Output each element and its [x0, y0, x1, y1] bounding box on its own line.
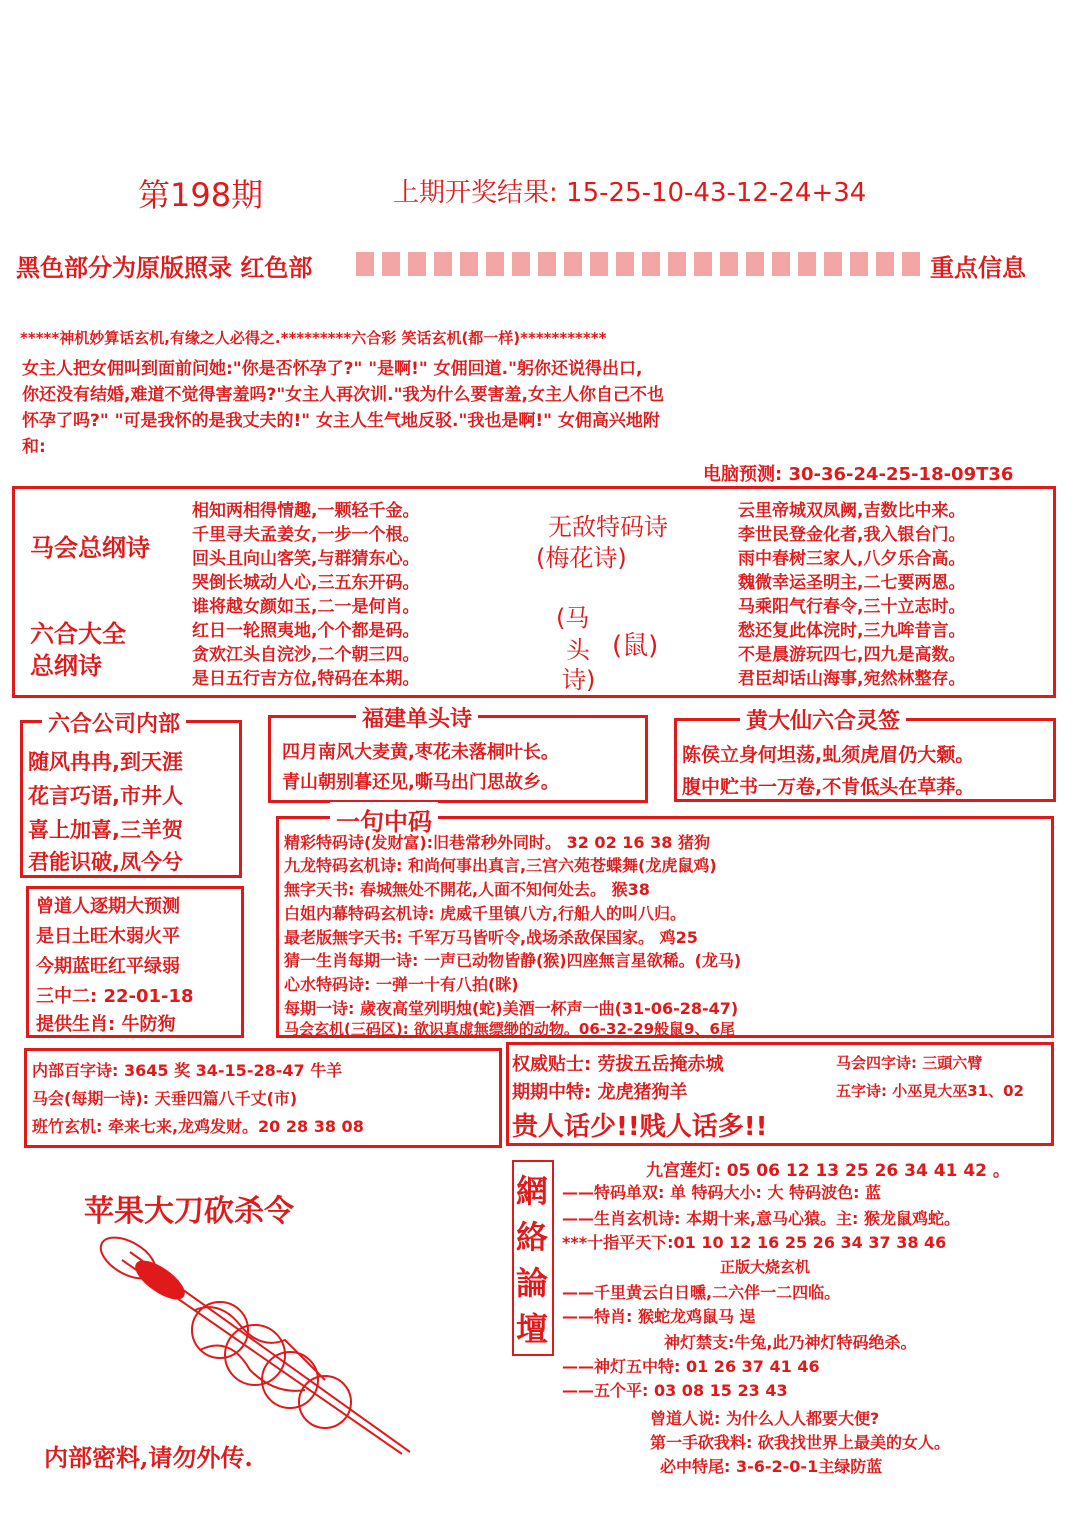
forum-line: ——特肖: 猴蛇龙鸡鼠马 逞: [562, 1307, 756, 1326]
joke-line: 怀孕了吗?" "可是我怀的是我丈夫的!" 女主人生气地反驳."我也是啊!" 女佣高兴地附: [22, 411, 660, 431]
poem-left-line: 贪欢江头自浣沙,二个朝三四。: [192, 645, 420, 665]
forum-line: ——特码单双: 单 特码大小: 大 特码波色: 蓝: [562, 1183, 882, 1202]
huangdaxian-title: 黄大仙六合灵签: [740, 704, 906, 735]
forum-vertical-char: 論: [516, 1264, 549, 1302]
poem-right-line: 雨中春树三家人,八夕乐合高。: [738, 549, 966, 569]
bottom-right-five: 五字诗: 小巫見大巫31、02: [836, 1082, 1024, 1100]
forum-line: 正版大烧玄机: [720, 1258, 811, 1276]
fujian-line: 青山朝别暮还见,嘶马出门思故乡。: [282, 772, 559, 793]
poem-mid-a: (马: [556, 604, 590, 632]
poem-mid-sub: (梅花诗): [536, 544, 627, 572]
poem-left-line: 哭倒长城动人心,三五东开码。: [192, 573, 420, 593]
poem-title-3: 总纲诗: [30, 652, 102, 680]
yiju-line: 九龙特码玄机诗: 和尚何事出真言,三宫六苑苍蝶舞(龙虎鼠鸡): [284, 856, 717, 875]
liuhe-inner-line: 花言巧语,市井人: [28, 784, 183, 808]
joke-header: *****神机妙算话玄机,有缘之人必得之.*********六合彩 笑话玄机(都一样)***********: [20, 329, 607, 347]
forum-line: ——五个平: 03 08 15 23 43: [562, 1381, 788, 1400]
knife-footer: 内部密料,请勿外传.: [44, 1443, 253, 1472]
forum-line: ——生肖玄机诗: 本期十来,意马心猿。主: 猴龙鼠鸡蛇。: [562, 1209, 961, 1228]
yiju-line: 無字天书: 春城無处不開花,人面不知何处去。 猴38: [284, 880, 650, 899]
fujian-title: 福建单头诗: [356, 702, 478, 733]
poem-left-line: 红日一轮照夷地,个个都是码。: [192, 621, 420, 641]
bottom-right-tips: 权威贴士: 劳拔五岳掩赤城: [512, 1054, 724, 1075]
forum-line: ***十指平天下:01 10 12 16 25 26 34 37 38 46: [562, 1233, 947, 1252]
poem-left-line: 相知两相得情趣,一颗轻千金。: [192, 501, 420, 521]
poem-left-line: 回头且向山客笑,与群猜东心。: [192, 549, 420, 569]
yiju-line: 精彩特码诗(发财富):旧巷常秒外同时。 32 02 16 38 猪狗: [284, 833, 710, 852]
poem-right-line: 君臣却话山海事,宛然林整存。: [738, 669, 966, 689]
poem-mid-title: 无敌特码诗: [548, 513, 668, 541]
poem-mid-b: 头: [566, 636, 590, 664]
liuhe-inner-line: 喜上加喜,三羊贺: [28, 818, 183, 842]
forum-line: ——千里黄云白日曛,二六伴一二四临。: [562, 1283, 841, 1302]
joke-line: 你还没有结婚,难道不觉得害羞吗?"女主人再次训."我为什么要害羞,女主人你自己不也: [22, 385, 664, 405]
poem-left-line: 谁将越女颜如玉,二一是何肖。: [192, 597, 420, 617]
computer-prediction: 电脑预测: 30-36-24-25-18-09T36: [703, 464, 1014, 485]
poem-mid-c: 诗): [562, 666, 596, 694]
zengdao-line: 三中二: 22-01-18: [36, 986, 194, 1007]
bottom-left-line: 内部百字诗: 3645 奖 34-15-28-47 牛羊: [32, 1061, 343, 1080]
yiju-line: 最老版無字天书: 千军万马皆听令,战场杀敌保国家。 鸡25: [284, 928, 698, 947]
poem-title-1: 马会总纲诗: [30, 534, 150, 562]
yiju-line: 每期一诗: 歲夜高堂列明烛(蛇)美酒一杯声一曲(31-06-28-47): [284, 999, 739, 1018]
forum-vertical-char: 壇: [516, 1310, 549, 1348]
yiju-line: 心水特码诗: 一弹一十有八拍(眯): [284, 975, 519, 994]
last-result: 上期开奖结果: 15-25-10-43-12-24+34: [393, 178, 867, 208]
yiju-line: 白姐内幕特码玄机诗: 虎威千里镇八方,行船人的叫八归。: [284, 904, 687, 923]
notice-left: 黑色部分为原版照录 红色部: [16, 254, 313, 282]
poem-title-2: 六合大全: [30, 620, 126, 648]
poem-right-line: 不是晨游玩四七,四九是高数。: [738, 645, 966, 665]
zengdao-line: 提供生肖: 牛防狗: [36, 1014, 176, 1035]
huangdaxian-line: 腹中贮书一万卷,不肯低头在草莽。: [682, 776, 975, 798]
forum-line: 第一手砍我料: 砍我找世界上最美的女人。: [650, 1433, 950, 1452]
zengdao-title: 曾道人逐期大预测: [36, 896, 180, 917]
knife-title: 苹果大刀砍杀令: [84, 1194, 294, 1229]
sword-icon: [90, 1230, 420, 1460]
yiju-title: 一句中码: [330, 802, 438, 837]
yiju-line: 猜一生肖每期一诗: 一声已动物皆静(猴)四座無言星欲稀。(龙马): [284, 951, 742, 970]
joke-line: 和:: [22, 437, 46, 457]
forum-line: 神灯禁支:牛兔,此乃神灯特码绝杀。: [664, 1333, 917, 1352]
forum-line: 必中特尾: 3-6-2-0-1主绿防蓝: [660, 1457, 883, 1476]
fujian-line: 四月南风大麦黄,枣花未落桐叶长。: [282, 742, 559, 763]
poem-mid-d: (鼠): [612, 631, 659, 661]
huangdaxian-line: 陈侯立身何坦荡,虬须虎眉仍大颡。: [682, 744, 975, 766]
notice-right: 重点信息: [930, 254, 1026, 282]
poem-right-line: 魏微幸运圣明主,二七要两恩。: [738, 573, 966, 593]
bottom-right-special: 期期中特: 龙虎猪狗羊: [512, 1082, 688, 1103]
forum-line: ——神灯五中特: 01 26 37 41 46: [562, 1357, 820, 1376]
bottom-left-line: 班竹玄机: 牵来七来,龙鸡发财。20 28 38 08: [32, 1117, 364, 1136]
poem-left-line: 是日五行吉方位,特码在本期。: [192, 669, 420, 689]
notice-redacted: [356, 252, 926, 276]
poem-right-line: 云里帝城双凤阙,吉数比中来。: [738, 501, 966, 521]
liuhe-inner-line: 随风冉冉,到天涯: [28, 750, 183, 774]
liuhe-inner-line: 君能识破,凤今兮: [28, 850, 183, 874]
liuhe-inner-title: 六合公司内部: [42, 707, 186, 738]
poem-right-line: 李世民登金化者,我入银台门。: [738, 525, 966, 545]
bottom-right-four: 马会四字诗: 三頭六臂: [836, 1054, 983, 1072]
bottom-right-slogan: 贵人话少!!贱人话多!!: [512, 1112, 768, 1142]
yiju-line: 马会玄机(三码区): 欲识真虚無缥缈的动物。06-32-29般鼠9、6尾: [284, 1020, 735, 1038]
forum-line: 九宫莲灯: 05 06 12 13 25 26 34 41 42 。: [646, 1161, 1010, 1181]
joke-line: 女主人把女佣叫到面前问她:"你是否怀孕了?" "是啊!" 女佣回道."躬你还说得出口,: [22, 359, 643, 379]
poem-left-line: 千里寻夫孟姜女,一步一个根。: [192, 525, 420, 545]
bottom-left-line: 马会(每期一诗): 天垂四篇八千丈(市): [32, 1089, 298, 1108]
forum-line: 曾道人说: 为什么人人都要大便?: [650, 1409, 880, 1428]
zengdao-line: 是日土旺木弱火平: [36, 926, 180, 947]
forum-vertical-char: 絡: [516, 1218, 549, 1256]
poem-right-line: 愁还复此体浣时,三九哞昔言。: [738, 621, 966, 641]
forum-vertical-char: 網: [516, 1172, 549, 1210]
zengdao-line: 今期蓝旺红平绿弱: [36, 956, 180, 977]
issue-number: 第198期: [138, 176, 264, 214]
poem-right-line: 马乘阳气行春令,三十立志时。: [738, 597, 966, 617]
